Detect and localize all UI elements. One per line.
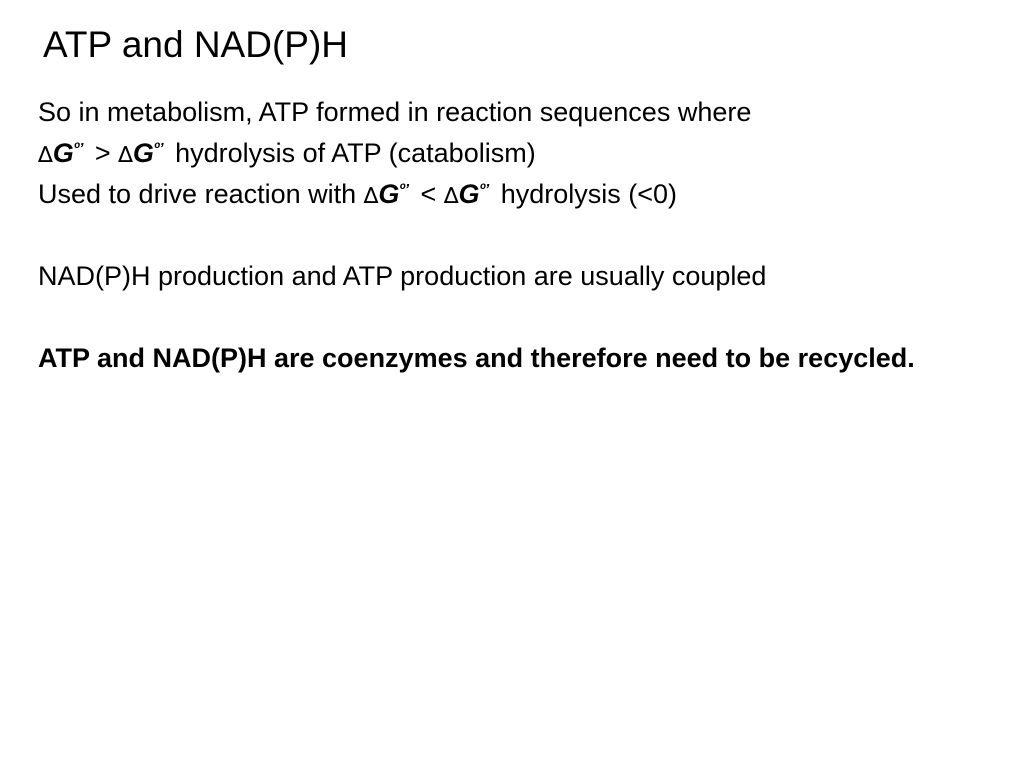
body-line-catabolism (38, 133, 998, 174)
slide-body (38, 92, 998, 379)
slide-title: ATP and NAD(P)H (43, 24, 348, 65)
delta-symbol: ∆ (443, 184, 459, 209)
gibbs-g: G (378, 179, 400, 209)
standard-state-mark: º’ (479, 181, 490, 198)
gibbs-g: G (458, 179, 480, 209)
body-line-metabolism: So in metabolism, ATP formed in reaction sequences where (38, 97, 752, 127)
operator-greater: > (87, 138, 119, 168)
gibbs-g: G (132, 138, 154, 168)
gibbs-g: G (52, 138, 74, 168)
drive-reaction-text: Used to drive reaction with (38, 179, 364, 209)
body-line-drive-reaction (38, 174, 998, 215)
spacer (38, 297, 998, 338)
delta-symbol: ∆ (38, 143, 53, 168)
standard-state-mark: º’ (73, 140, 84, 157)
operator-less: < (413, 179, 444, 209)
hydrolysis-text: hydrolysis (<0) (493, 179, 678, 209)
delta-symbol: ∆ (118, 143, 133, 168)
body-line-recycled: ATP and NAD(P)H are coenzymes and therefore need to be recycled. (38, 343, 915, 373)
standard-state-mark: º’ (399, 181, 410, 198)
spacer (38, 215, 998, 256)
body-line-coupled: NAD(P)H production and ATP production are usually coupled (38, 261, 767, 291)
standard-state-mark: º’ (153, 140, 164, 157)
catabolism-text: hydrolysis of ATP (catabolism) (167, 138, 536, 168)
delta-symbol: ∆ (363, 184, 379, 209)
